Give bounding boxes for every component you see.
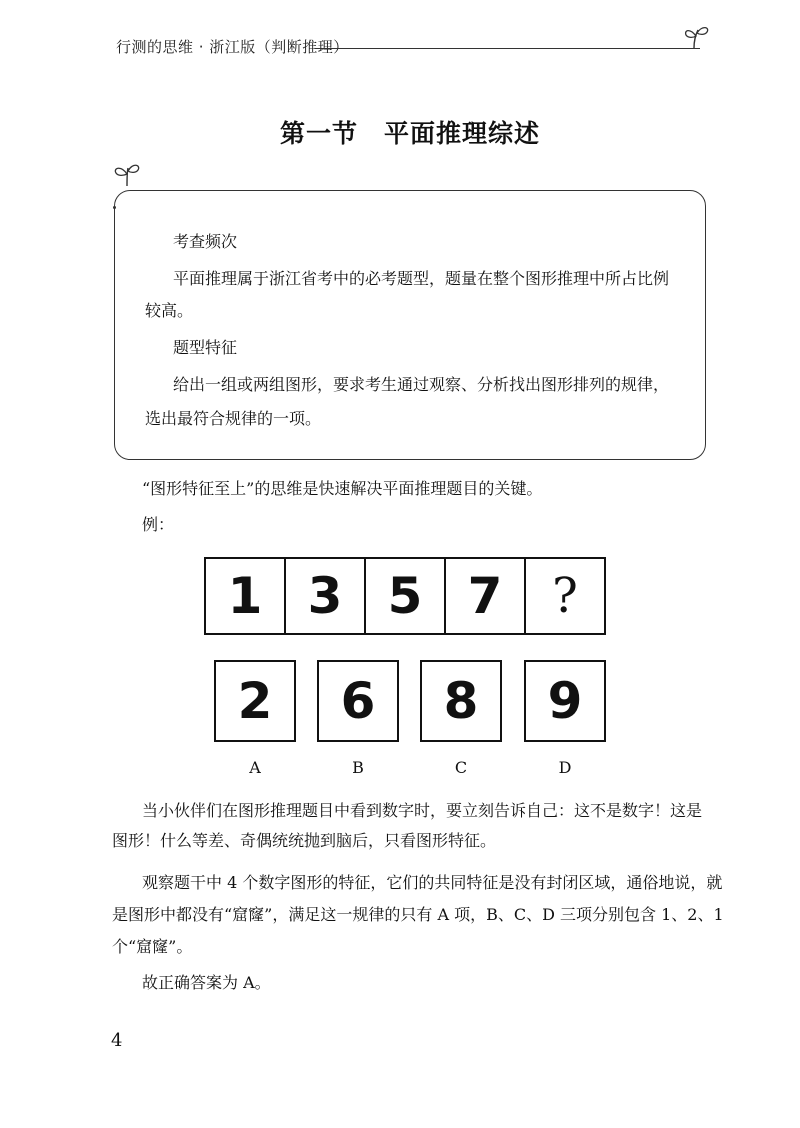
feature-text-cont: 选出最符合规律的一项。 [145,409,322,428]
explanation-line: 观察题干中 4 个数字图形的特征，它们的共同特征是没有封闭区域，通俗地说，就 [142,873,723,892]
option-c-figure: 8 [420,660,502,742]
option-b-figure: 6 [317,660,399,742]
feature-heading: 题型特征 [173,338,238,357]
page-number: 4 [111,1030,123,1051]
option-a-label: A [249,758,261,777]
answer-line: 故正确答案为 A。 [142,973,271,992]
key-sentence: “图形特征至上”的思维是快速解决平面推理题目的关键。 [142,479,543,498]
option-d-label: D [558,758,572,777]
example-label: 例： [142,515,175,534]
sequence-cell: 1 [204,557,286,635]
explanation-line: 是图形中都没有“窟窿”，满足这一规律的只有 A 项，B、C、D 三项分别包含 1、2、1 [112,905,724,924]
running-header: 行测的思维 · 浙江版（判断推理） [116,38,349,56]
option-d-figure: 9 [524,660,606,742]
frequency-heading: 考查频次 [173,232,238,251]
option-a-figure: 2 [214,660,296,742]
sprout-icon [110,158,144,188]
feature-text: 给出一组或两组图形，要求考生通过观察、分析找出图形排列的规律， [173,375,670,394]
explanation-line: 个“窟窿”。 [112,937,193,956]
sequence-question-cell: ? [524,557,606,635]
explanation-line: 当小伙伴们在图形推理题目中看到数字时，要立刻告诉自己：这不是数字！这是 [142,801,703,820]
frequency-text: 平面推理属于浙江省考中的必考题型，题量在整个图形推理中所占比例 [173,269,670,288]
header-rule [315,48,700,49]
sequence-cell: 7 [444,557,526,635]
sprout-icon [680,22,714,50]
section-title: 第一节 平面推理综述 [279,119,540,148]
option-b-label: B [352,758,364,777]
explanation-line: 图形！什么等差、奇偶统统抛到脑后，只看图形特征。 [112,831,497,850]
frequency-text-cont: 较高。 [145,301,194,320]
sequence-cell: 5 [364,557,446,635]
option-c-label: C [454,758,468,777]
sequence-cell: 3 [284,557,366,635]
puzzle-sequence [204,557,606,635]
info-box [114,190,706,460]
box-corner-dot [113,206,116,209]
